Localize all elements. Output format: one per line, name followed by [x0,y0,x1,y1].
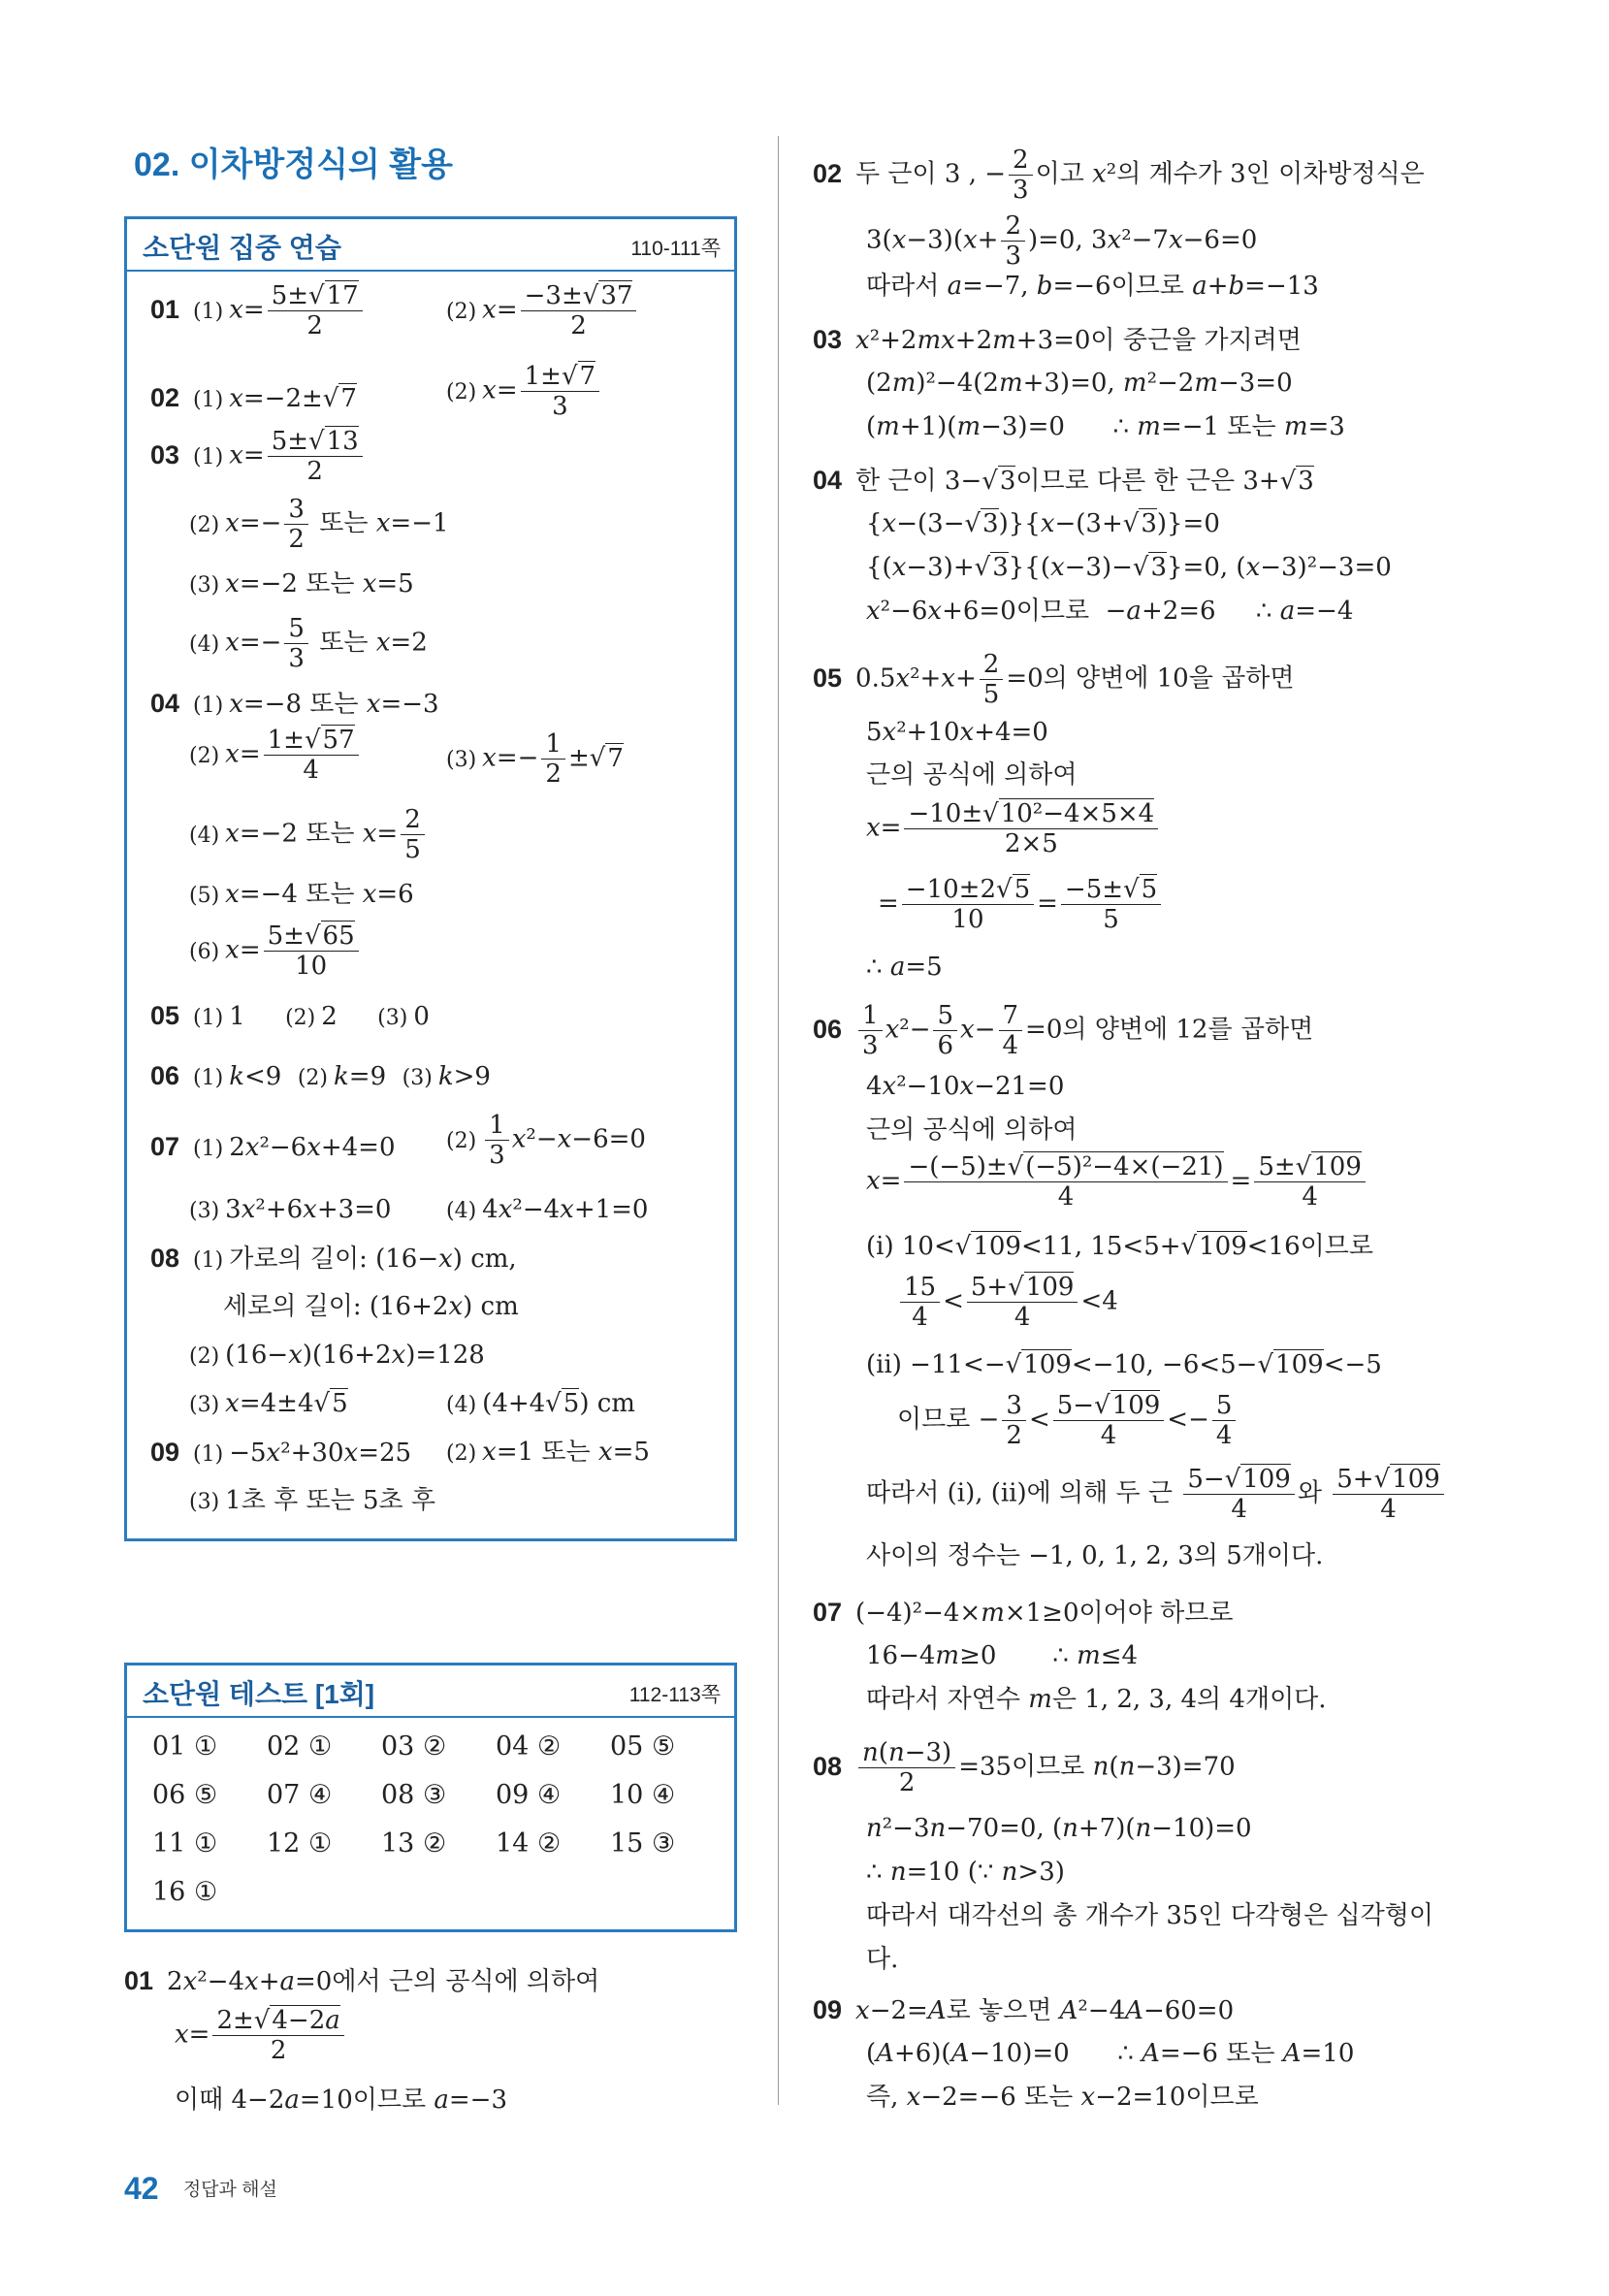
practice-04-2: (2) x= $\frac{1\pm√57}{4}$ [189,726,362,785]
practice-04-5: (5) x=−4 또는 x=6 [189,880,414,909]
solution-06-c: 근의 공식에 의하여 [866,1116,1078,1145]
solution-01-c: 이때 4−2a=10이므로 a=−3 [175,2086,508,2115]
practice-box-title: 소단원 집중 연습 [143,233,341,263]
practice-05: 05 (1) 1 (2) 2 (3) 0 [150,1001,430,1031]
solution-09: 09 x−2=A로 놓으면 A²−4A−60=0 [813,1995,1235,2025]
practice-04-4: (4) x=−2 또는 x= $\frac{2}{5}$ [189,805,428,864]
solution-06-e: (ⅰ) 10<√109<11, 15<5+√109<16이므로 [866,1232,1373,1261]
solution-06-j: 사이의 정수는 −1, 0, 1, 2, 3의 5개이다. [866,1541,1324,1570]
solution-02-b: 3(x−3)(x+ $\frac{2}{3}$ )=0, 3x²−7x−6=0 [866,211,1258,271]
answer-14: 14 ② [496,1828,562,1859]
practice-03: 03 (1) x= $\frac{5\pm√13}{2}$ [150,427,366,486]
practice-box-header [127,219,734,272]
practice-box-pages: 110-111쪽 [630,238,721,260]
practice-01: 01 (1) x= $\frac{5\pm√17}{2}$ [150,281,366,340]
test-box-header [127,1665,734,1718]
solution-04-d: x²−6x+6=0이므로 −a+2=6 ∴ a=−4 [866,597,1354,626]
practice-08-1b: 세로의 길이: (16+2x) cm [223,1292,519,1321]
solution-05-e: = $\frac{-10\pm 2√5}{10}$ = $\frac{-5\pm√5}{5}$ [878,875,1164,934]
practice-08-4: (4) (4+4√5) cm [446,1389,635,1418]
practice-09-3: (3) 1초 후 또는 5초 후 [189,1486,436,1515]
solution-02-c: 따라서 a=−7, b=−6이므로 a+b=−13 [866,272,1319,301]
practice-04: 04 (1) x=−8 또는 x=−3 [150,689,439,719]
practice-04-3: (3) x=− $\frac{1}{2}$ ±√7 [446,729,624,789]
solution-04-b: {x−(3−√3)}{x−(3+√3)}=0 [866,509,1220,538]
practice-09-2: (2) x=1 또는 x=5 [446,1438,650,1467]
solution-04-c: {(x−3)+√3}{(x−3)−√3}=0, (x−3)²−3=0 [866,553,1392,582]
answer-15: 15 ③ [610,1828,676,1859]
solution-09-b: (A+6)(A−10)=0 ∴ A=−6 또는 A=10 [866,2039,1355,2068]
solution-03: 03 x²+2mx+2m+3=0이 중근을 가지려면 [813,325,1302,355]
practice-07: 07 (1) 2x²−6x+4=0 [150,1132,396,1162]
practice-06: 06 (1) k<9 (2) k=9 (3) k>9 [150,1061,491,1091]
solution-05: 05 0.5x²+x+ $\frac{2}{5}$ =0의 양변에 10을 곱하면 [813,650,1295,709]
column-divider [778,136,779,2105]
footer-label: 정답과 해설 [182,2180,277,2200]
solution-05-f: ∴ a=5 [866,953,943,982]
solution-01-b: x= $\frac{2\pm√4-2a}{2}$ [175,2006,347,2065]
practice-07-2: (2) $\frac{1}{3}$ x²−x−6=0 [446,1111,646,1170]
solution-01: 01 2x²−4x+a=0에서 근의 공식에 의하여 [124,1966,600,1996]
solution-02: 02 두 근이 3 , − $\frac{2}{3}$ 이고 x²의 계수가 3인 이차방정식은 [813,146,1425,205]
solution-06-b: 4x²−10x−21=0 [866,1072,1065,1101]
solution-06-f: $\frac{15}{4}$ < $\frac{5+√109}{4}$ <4 [897,1273,1118,1332]
solution-06-h: 이므로 − $\frac{3}{2}$ < $\frac{5-√109}{4}$ <− $\frac{5}{4}$ [897,1391,1239,1450]
answer-02: 02 ① [267,1731,333,1762]
test-box-pages: 112-113쪽 [628,1684,721,1706]
practice-03-4: (4) x=− $\frac{5}{3}$ 또는 x=2 [189,614,428,673]
test-box-title: 소단원 테스트 [1회] [143,1679,375,1709]
solution-09-c: 즉, x−2=−6 또는 x−2=10이므로 [866,2083,1259,2112]
solution-03-b: (2m)²−4(2m+3)=0, m²−2m−3=0 [866,369,1293,398]
practice-03-2: (2) x=− $\frac{3}{2}$ 또는 x=−1 [189,495,449,554]
answer-06: 06 ⑤ [152,1780,218,1810]
practice-02: 02 (1) x=−2±√7 [150,383,357,413]
solution-08-b: n²−3n−70=0, (n+7)(n−10)=0 [866,1814,1252,1843]
answer-08: 08 ③ [381,1780,447,1810]
solution-05-c: 근의 공식에 의하여 [866,760,1078,790]
solution-07-c: 따라서 자연수 m은 1, 2, 3, 4의 4개이다. [866,1685,1327,1714]
answer-03: 03 ② [381,1731,447,1762]
answer-09: 09 ④ [496,1780,562,1810]
solution-07: 07 (−4)²−4×m×1≥0이어야 하므로 [813,1598,1234,1628]
solution-06-d: x= $\frac{\text{−(−5)±√(−5)²−4×(−21)}}{4}$ = $\frac{5\pm√109}{4}$ [866,1152,1368,1212]
practice-04-6: (6) x= $\frac{5\pm√65}{10}$ [189,922,362,981]
answer-16: 16 ① [152,1877,218,1907]
answer-05: 05 ⑤ [610,1731,676,1762]
solution-04: 04 한 근이 3−√3이므로 다른 한 근은 3+√3 [813,466,1314,496]
page-footer [124,2171,277,2207]
practice-01-2: (2) x= $\frac{-3\pm√37}{2}$ [446,281,639,340]
solution-08-d: 따라서 대각선의 총 개수가 35인 다각형은 십각형이 [866,1901,1433,1930]
solution-07-b: 16−4m≥0 ∴ m≤4 [866,1641,1139,1670]
practice-07-4: (4) 4x²−4x+1=0 [446,1195,649,1224]
solution-06-i: 따라서 (ⅰ), (ⅱ)에 의해 두 근 $\frac{5-√109}{4}$ 와 $\frac{5+√109}{4}$ [866,1465,1447,1524]
solution-06: 06 $\frac{1}{3}$ x²− $\frac{5}{6}$ x− $\frac{7}{4}$ =0의 양변에 12를 곱하면 [813,1001,1314,1060]
solution-06-g: (ⅱ) −11<−√109<−10, −6<5−√109<−5 [866,1350,1382,1379]
practice-08: 08 (1) 가로의 길이: (16−x) cm, [150,1244,517,1274]
section-title: 02. 이차방정식의 활용 [134,146,453,183]
answer-13: 13 ② [381,1828,447,1859]
page-number: 42 [124,2171,159,2206]
solution-03-c: (m+1)(m−3)=0 ∴ m=−1 또는 m=3 [866,412,1345,441]
practice-03-3: (3) x=−2 또는 x=5 [189,569,414,598]
practice-08-2: (2) (16−x)(16+2x)=128 [189,1341,485,1370]
solution-08-e: 다. [866,1945,899,1974]
solution-08: 08 $\frac{n(n-3)}{2}$ =35이므로 n(n−3)=70 [813,1738,1236,1797]
answer-07: 07 ④ [267,1780,333,1810]
practice-02-2: (2) x= $\frac{1\pm√7}{3}$ [446,362,602,421]
answer-01: 01 ① [152,1731,218,1762]
practice-09: 09 (1) −5x²+30x=25 [150,1438,412,1468]
answer-04: 04 ② [496,1731,562,1762]
practice-07-3: (3) 3x²+6x+3=0 [189,1195,392,1224]
answer-12: 12 ① [267,1828,333,1859]
practice-08-3: (3) x=4±4√5 [189,1389,348,1418]
solution-05-b: 5x²+10x+4=0 [866,718,1048,747]
answer-11: 11 ① [152,1828,218,1859]
answer-10: 10 ④ [610,1780,676,1810]
solution-08-c: ∴ n=10 (∵ n>3) [866,1858,1065,1887]
solution-05-d: x= $\frac{\text{−10±√10²−4×5×4}}{2\times 5}$ [866,799,1161,858]
